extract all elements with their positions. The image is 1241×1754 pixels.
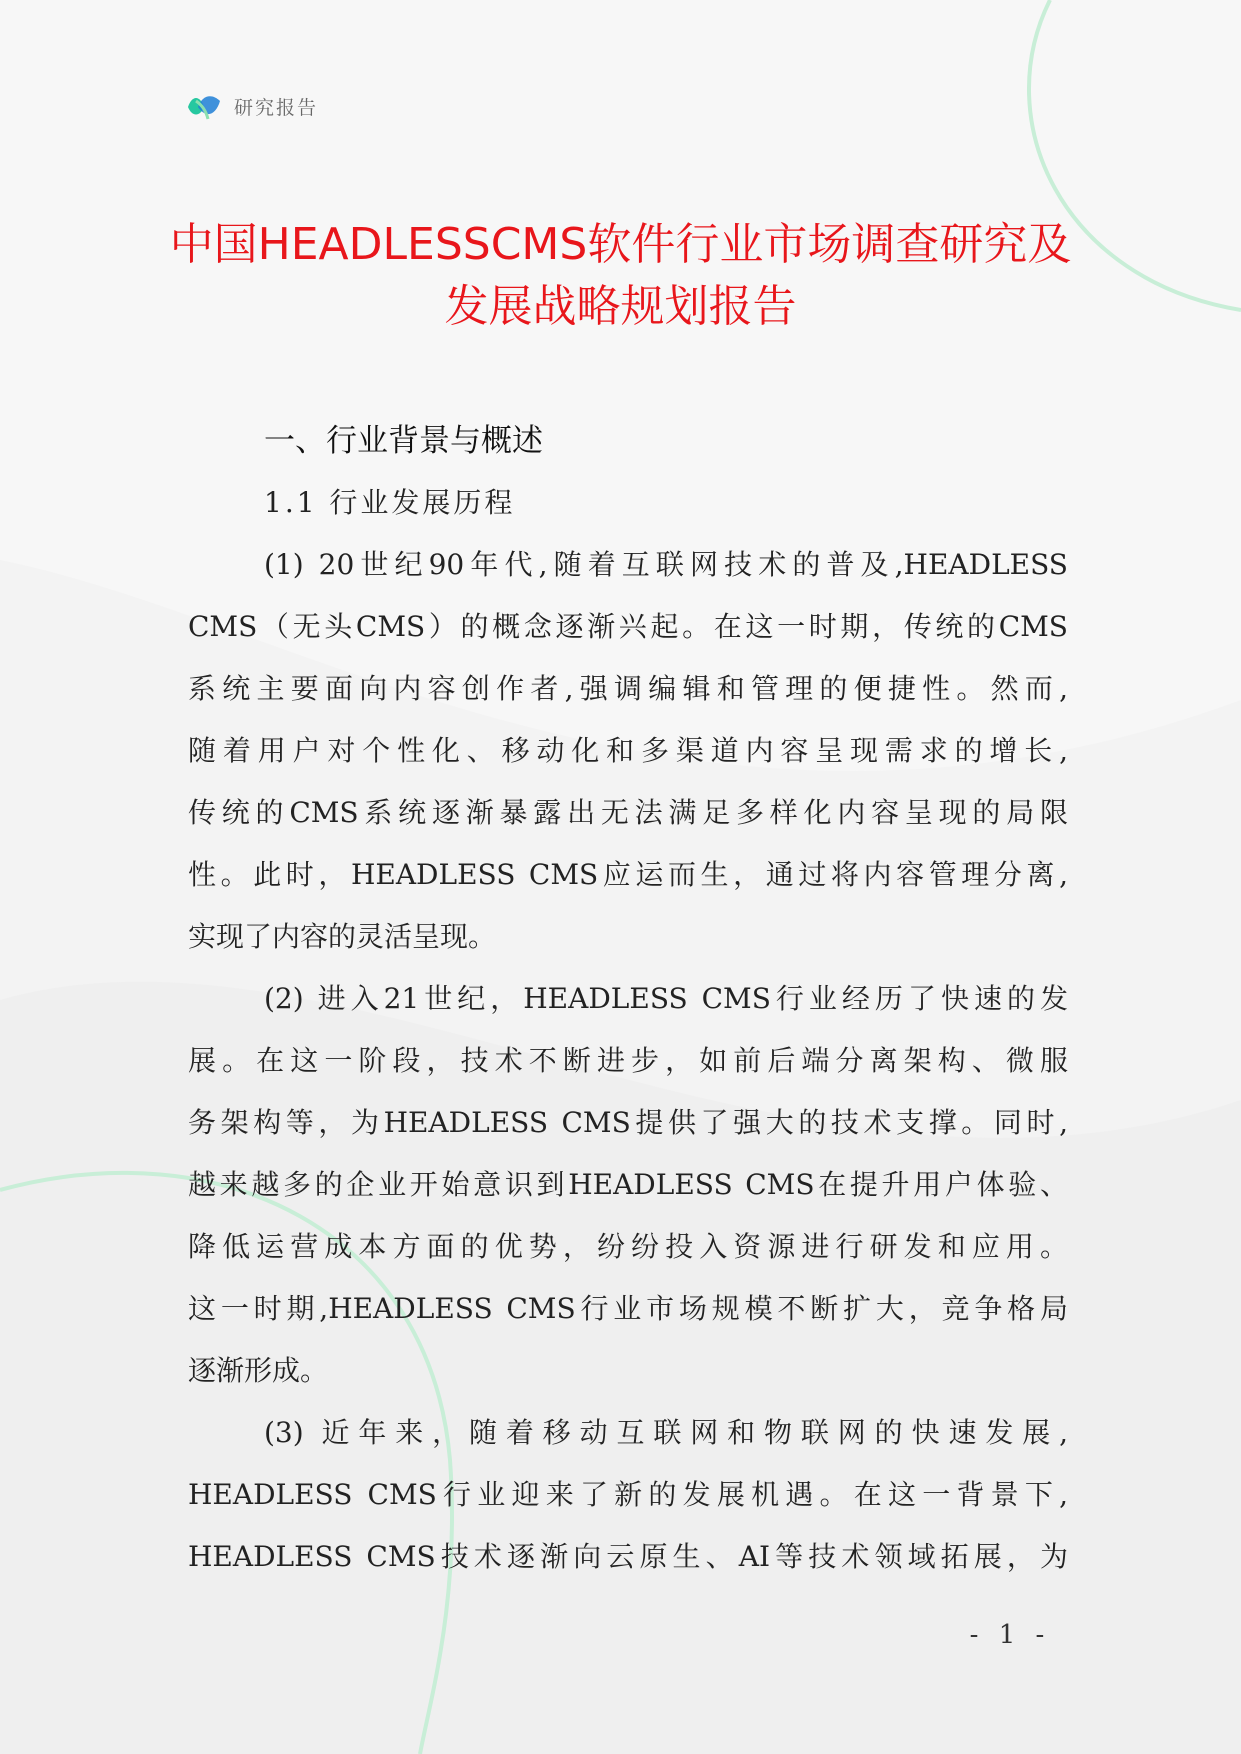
text-line: 展。在这一阶段，技术不断进步，如前后端分离架构、微服 [188,1044,1068,1077]
text-line: 随着用户对个性化、移动化和多渠道内容呈现需求的增长, [188,734,1068,767]
paragraph-3 [188,1402,1068,1588]
report-title-line-1: 中国HEADLESSCMS软件行业市场调查研究及 [169,219,1072,270]
text-line: 务架构等，为HEADLESS CMS提供了强大的技术支撑。同时, [188,1106,1068,1139]
paragraph-1 [188,534,1068,968]
page-number: - 1 - [969,1620,1051,1650]
text-line: 实现了内容的灵活呈现。 [188,920,497,953]
text-line: HEADLESS CMS行业迎来了新的发展机遇。在这一背景下, [188,1478,1068,1511]
header-label: 研究报告 [234,96,319,119]
text-line: (3) 近年来，随着移动互联网和物联网的快速发展, [264,1416,1068,1449]
text-line: HEADLESS CMS技术逐渐向云原生、AI等技术领域拓展，为 [188,1540,1068,1573]
section-heading: 一、行业背景与概述 [264,423,543,459]
text-line: 性。此时，HEADLESS CMS应运而生，通过将内容管理分离, [188,858,1068,891]
text-line: CMS（无头CMS）的概念逐渐兴起。在这一时期，传统的CMS [188,610,1068,643]
report-title-line-2: 发展战略规划报告 [444,281,797,332]
subsection-heading: 1.1 行业发展历程 [264,486,516,519]
text-line: 这一时期,HEADLESS CMS行业市场规模不断扩大，竞争格局 [188,1292,1068,1325]
text-line: 系统主要面向内容创作者,强调编辑和管理的便捷性。然而, [188,672,1068,705]
document-body [188,410,1068,1588]
text-line: 逐渐形成。 [188,1354,329,1387]
paragraph-2 [188,968,1068,1402]
page-header [186,88,318,124]
text-line: 传统的CMS系统逐渐暴露出无法满足多样化内容呈现的局限 [188,796,1068,829]
text-line: 越来越多的企业开始意识到HEADLESS CMS在提升用户体验、 [188,1168,1068,1201]
text-line: (1) 20世纪90年代,随着互联网技术的普及,HEADLESS [264,548,1068,581]
text-line: 降低运营成本方面的优势，纷纷投入资源进行研发和应用。 [188,1230,1068,1263]
report-title [160,214,1081,338]
leaf-logo-icon [186,91,222,121]
text-line: (2) 进入21世纪，HEADLESS CMS行业经历了快速的发 [264,982,1068,1015]
